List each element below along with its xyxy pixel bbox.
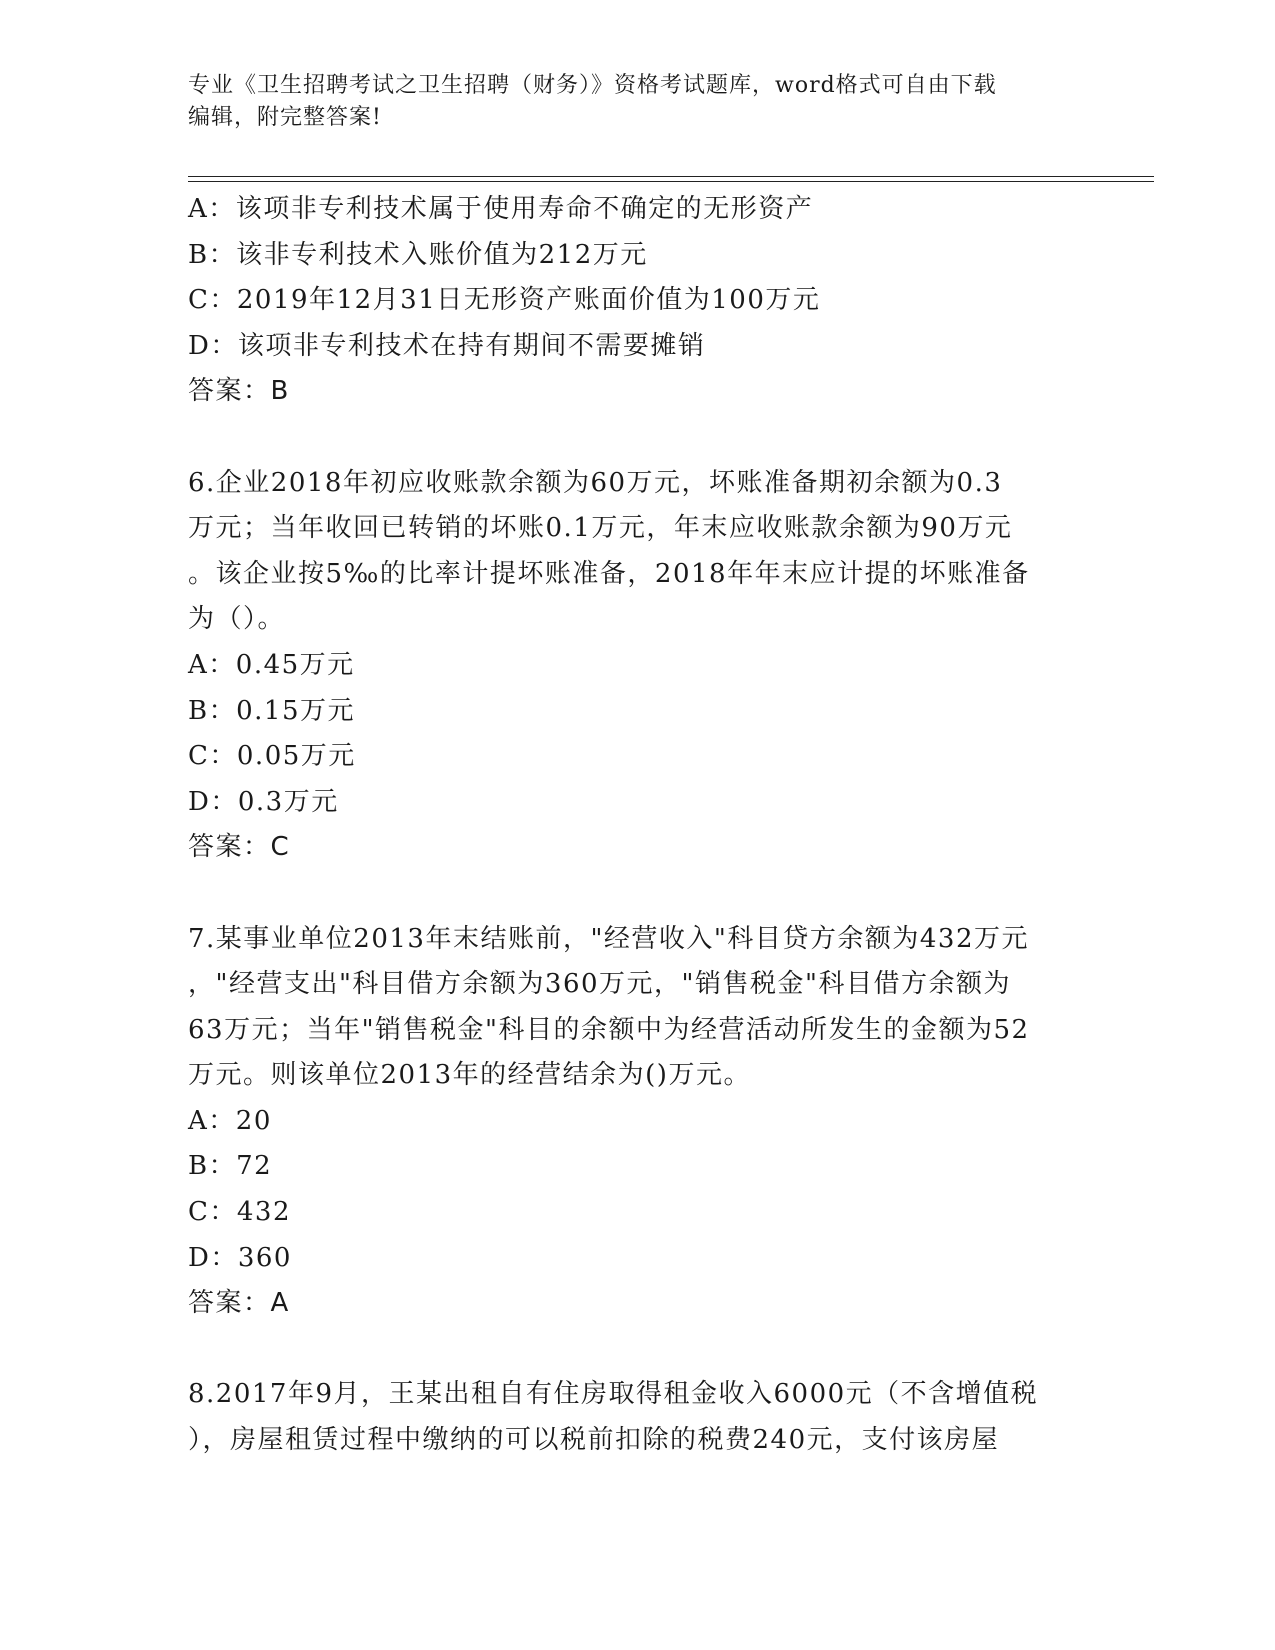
question-text: 为（）。 [188,604,286,635]
question-text: 63万元；当年"销售税金"科目的余额中为经营活动所发生的金额为52 [188,1014,1030,1045]
document-header [188,70,1088,134]
question-text: 万元。则该单位2013年的经营结余为()万元。 [188,1060,751,1091]
header-divider-top [188,176,1154,177]
header-line-2: 编辑，附完整答案! [188,105,382,130]
option-c: C：0.05万元 [188,741,356,772]
option-b: B：72 [188,1151,273,1182]
question-text: 6.企业2018年初应收账款余额为60万元，坏账准备期初余额为0.3 [188,467,1003,498]
option-d: D：该项非专利技术在持有期间不需要摊销 [188,330,706,361]
question-5 [188,187,1088,415]
question-text: ，"经营支出"科目借方余额为360万元，"销售税金"科目借方余额为 [188,969,1011,1000]
question-list [188,187,1088,1464]
answer: 答案：B [188,376,290,407]
option-a: A：20 [188,1105,272,1136]
option-a: A：该项非专利技术属于使用寿命不确定的无形资产 [188,194,814,224]
option-b: B：该非专利技术入账价值为212万元 [188,239,648,270]
option-a: A：0.45万元 [188,649,355,680]
header-line-1: 专业《卫生招聘考试之卫生招聘（财务）》资格考试题库，word格式可自由下载 [188,73,997,98]
header-divider-bottom [188,181,1154,182]
option-c: C：432 [188,1197,292,1228]
option-c: C：2019年12月31日无形资产账面价值为100万元 [188,285,821,316]
question-text: 万元；当年收回已转销的坏账0.1万元，年末应收账款余额为90万元 [188,513,1013,544]
question-6 [188,461,1088,871]
answer: 答案：C [188,832,291,863]
question-text: 8.2017年9月，王某出租自有住房取得租金收入6000元（不含增值税 [188,1379,1039,1410]
question-7 [188,917,1088,1327]
option-d: D：0.3万元 [188,786,339,817]
question-text: 。该企业按5‰的比率计提坏账准备，2018年年末应计提的坏账准备 [188,558,1030,589]
question-text: 7.某事业单位2013年末结账前，"经营收入"科目贷方余额为432万元 [188,923,1030,954]
option-b: B：0.15万元 [188,695,355,726]
question-8 [188,1372,1088,1463]
option-d: D：360 [188,1242,292,1273]
question-text: ），房屋租赁过程中缴纳的可以税前扣除的税费240元，支付该房屋 [188,1425,1000,1456]
answer: 答案：A [188,1288,290,1319]
